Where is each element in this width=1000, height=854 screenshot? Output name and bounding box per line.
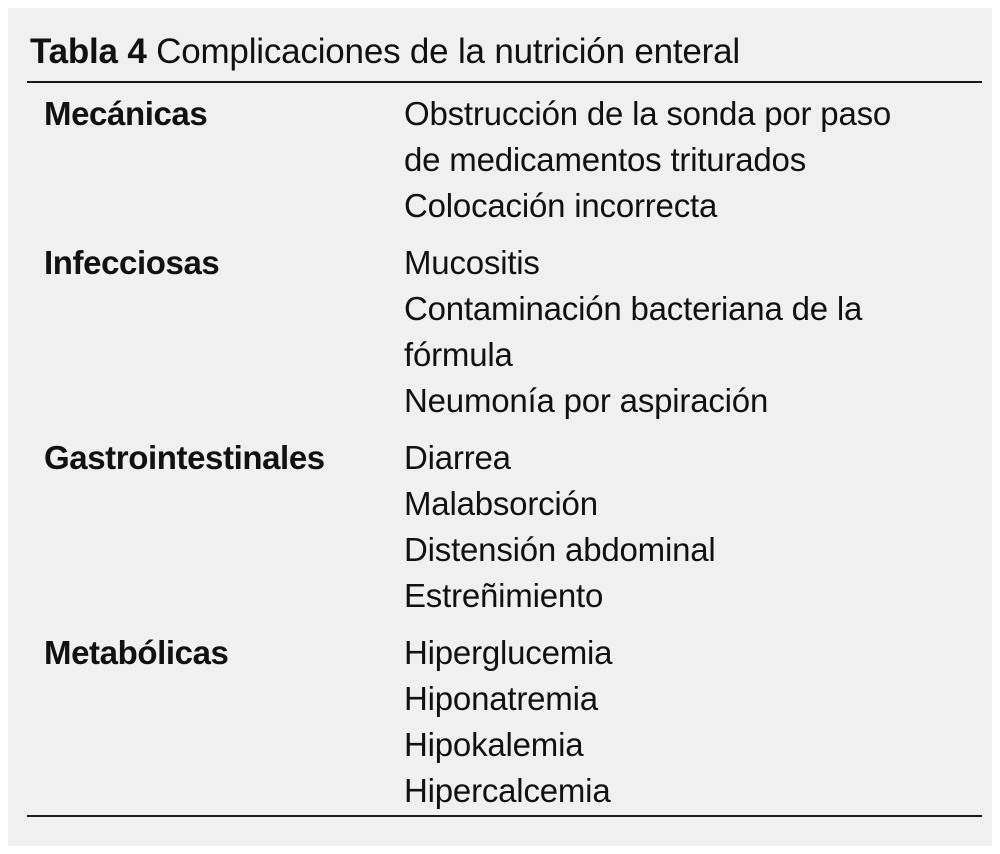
list-item: de medicamentos triturados [404, 141, 806, 178]
list-item: Contaminación bacteriana de la [404, 290, 863, 327]
item-list [404, 630, 974, 814]
table-row [44, 91, 974, 229]
list-item: Diarrea [404, 439, 511, 476]
item-list [404, 435, 974, 619]
category-mecanicas: Mecánicas [44, 95, 208, 132]
list-item: Hiponatremia [404, 680, 598, 717]
category-infecciosas: Infecciosas [44, 244, 220, 281]
item-list [404, 240, 974, 424]
list-item: Colocación incorrecta [404, 187, 718, 224]
list-item: Neumonía por aspiración [404, 382, 769, 419]
list-item: Mucositis [404, 244, 540, 281]
list-item: Obstrucción de la sonda por paso [404, 95, 892, 132]
complications-table [44, 91, 974, 825]
category-gastrointestinales: Gastrointestinales [44, 439, 325, 476]
list-item: fórmula [404, 336, 513, 373]
list-item: Distensión abdominal [404, 531, 716, 568]
table-caption [30, 30, 740, 74]
table-row [44, 630, 974, 814]
list-item: Estreñimiento [404, 577, 604, 614]
table-row [44, 435, 974, 619]
bottom-rule [27, 815, 982, 817]
table-caption-text: Complicaciones de la nutrición enteral [156, 32, 740, 71]
table-row [44, 240, 974, 424]
table-caption-label: Tabla 4 [30, 32, 147, 71]
category-metabolicas: Metabólicas [44, 634, 229, 671]
list-item: Hiperglucemia [404, 634, 613, 671]
list-item: Malabsorción [404, 485, 598, 522]
list-item: Hipokalemia [404, 726, 584, 763]
item-list [404, 91, 974, 229]
list-item: Hipercalcemia [404, 772, 611, 809]
table-panel [8, 8, 992, 846]
top-rule [27, 81, 982, 83]
